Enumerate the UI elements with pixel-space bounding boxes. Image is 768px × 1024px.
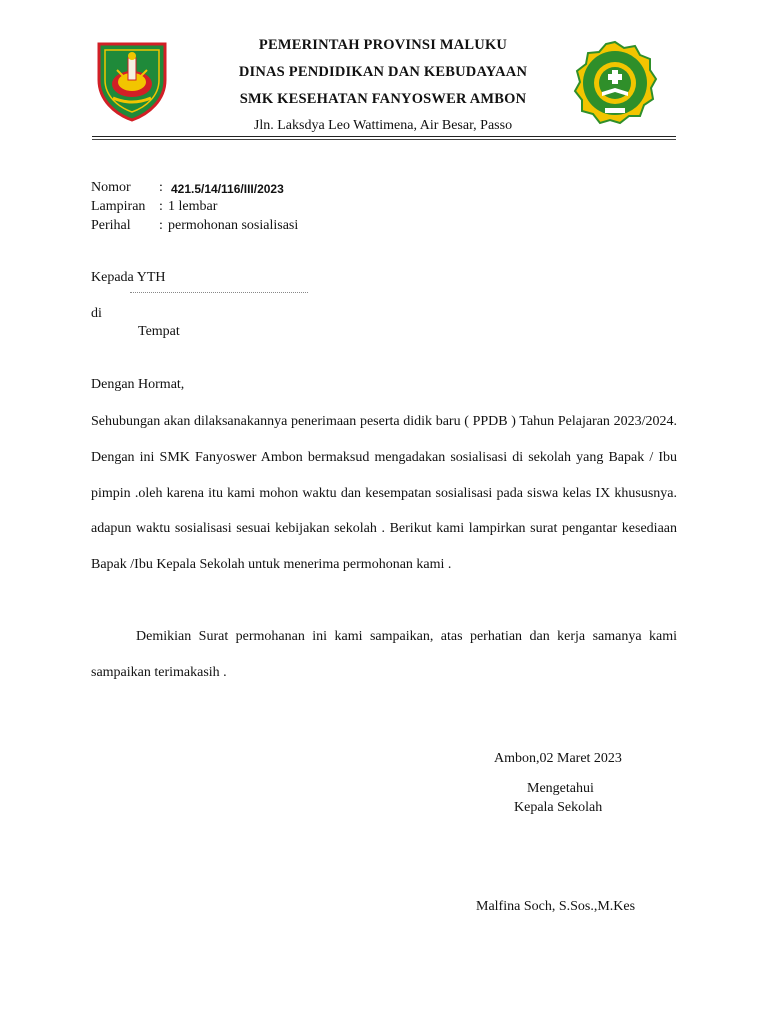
letterhead-school: SMK KESEHATAN FANYOSWER AMBON	[239, 91, 527, 107]
lampiran-separator: :	[159, 199, 163, 214]
letterhead-department: DINAS PENDIDIKAN DAN KEBUDAYAAN	[238, 64, 528, 80]
smk-kesehatan-fanyoswer-seal-icon	[572, 40, 658, 126]
letterhead-divider	[92, 136, 676, 137]
lampiran-label: Lampiran	[91, 199, 146, 214]
salutation: Dengan Hormat,	[91, 377, 185, 392]
recipient-kepada: Kepada YTH	[91, 270, 166, 285]
letterhead-address: Jln. Laksdya Leo Wattimena, Air Besar, Passo	[253, 118, 513, 133]
nomor-separator: :	[159, 180, 163, 195]
perihal-separator: :	[159, 218, 163, 233]
body-paragraph-2: Demikian Surat permohanan ini kami sampaikan, atas perhatian dan kerja samanya kami sampaikan terimakasih .	[91, 629, 677, 680]
nomor-label: Nomor	[91, 180, 131, 195]
signer-name: Malfina Soch, S.Sos.,M.Kes	[476, 899, 636, 914]
recipient-tempat: Tempat	[138, 324, 180, 339]
nomor-value: 421.5/14/116/III/2023	[171, 182, 284, 196]
letterhead-divider-thin	[92, 139, 676, 140]
mengetahui-label: Mengetahui	[527, 781, 594, 796]
signer-position: Kepala Sekolah	[514, 800, 603, 815]
letterhead-government: PEMERINTAH PROVINSI MALUKU	[258, 37, 508, 53]
perihal-label: Perihal	[91, 218, 131, 233]
maluku-province-crest-icon	[95, 40, 169, 122]
body-paragraph-1: Sehubungan akan dilaksanakannya penerimaan peserta didik baru ( PPDB ) Tahun Pelajaran 2023/2024. Dengan ini SMK Fanyoswer Ambon bermaksud mengadakan sosialisasi di sekolah yang Bapak / Ibu pimpin .oleh karena itu kami mohon waktu dan kesempatan sosialisasi pada siswa kelas IX khususnya. adapun waktu sosialisasi sesuai kebijakan sekolah . Berikut kami lampirkan surat pengantar kesediaan Bapak /Ibu Kepala Sekolah untuk menerima permohonan kami .	[91, 414, 677, 573]
perihal-value: permohonan sosialisasi	[168, 218, 299, 233]
recipient-blank-line	[130, 292, 308, 293]
place-date: Ambon,02 Maret 2023	[494, 751, 622, 766]
lampiran-value: 1 lembar	[168, 199, 218, 214]
recipient-di: di	[91, 306, 102, 321]
